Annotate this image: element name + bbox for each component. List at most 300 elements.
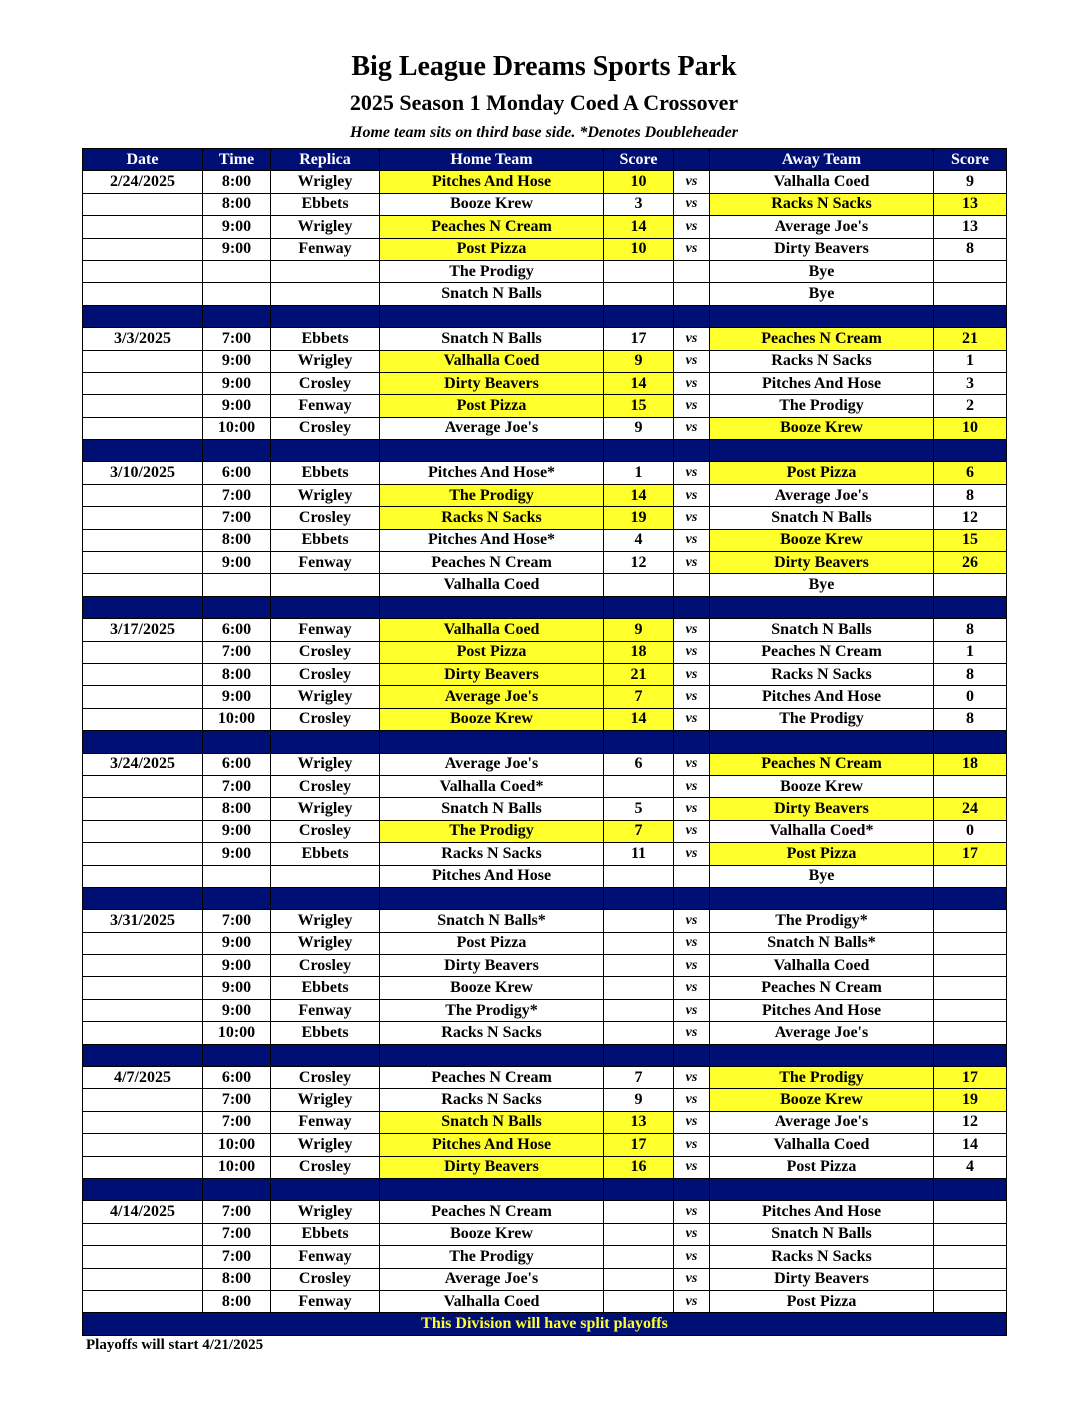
page-title: Big League Dreams Sports Park [351, 51, 737, 82]
home-team: Pitches And Hose [380, 865, 604, 887]
away-team: Dirty Beavers [710, 552, 934, 574]
away-team: Average Joe's [710, 1022, 934, 1044]
game-replica [271, 260, 380, 282]
vs-label: vs [674, 775, 710, 797]
home-team: Peaches N Cream [380, 1067, 604, 1089]
game-row [83, 350, 1007, 372]
separator-cell [380, 887, 604, 909]
vs-label: vs [674, 417, 710, 439]
away-team: The Prodigy [710, 1067, 934, 1089]
home-team: Racks N Sacks [380, 507, 604, 529]
home-score [604, 260, 674, 282]
separator-cell [380, 440, 604, 462]
game-replica: Wrigley [271, 1201, 380, 1223]
away-team: Post Pizza [710, 1156, 934, 1178]
home-team: Snatch N Balls [380, 1111, 604, 1133]
home-score [604, 977, 674, 999]
game-row [83, 216, 1007, 238]
separator-cell [674, 1178, 710, 1200]
home-team: Dirty Beavers [380, 955, 604, 977]
game-date [83, 955, 203, 977]
home-team: Dirty Beavers [380, 663, 604, 685]
game-replica: Crosley [271, 417, 380, 439]
game-replica: Ebbets [271, 328, 380, 350]
away-score: 8 [934, 484, 1007, 506]
away-score [934, 574, 1007, 596]
week-separator [83, 887, 1007, 909]
game-row [83, 507, 1007, 529]
home-team: Post Pizza [380, 238, 604, 260]
col-date: Date [83, 149, 203, 171]
home-team: Average Joe's [380, 1268, 604, 1290]
separator-cell [710, 1178, 934, 1200]
home-score: 14 [604, 216, 674, 238]
vs-label: vs [674, 999, 710, 1021]
vs-label: vs [674, 932, 710, 954]
game-time: 6:00 [203, 753, 271, 775]
home-team: The Prodigy [380, 260, 604, 282]
separator-cell [604, 305, 674, 327]
col-time: Time [203, 149, 271, 171]
home-score: 9 [604, 417, 674, 439]
game-replica: Wrigley [271, 1134, 380, 1156]
away-score: 1 [934, 350, 1007, 372]
home-score [604, 1290, 674, 1312]
separator-cell [710, 887, 934, 909]
week-separator [83, 1178, 1007, 1200]
game-row [83, 260, 1007, 282]
game-date [83, 843, 203, 865]
game-time [203, 260, 271, 282]
week-separator [83, 1044, 1007, 1066]
col-vs [674, 149, 710, 171]
game-time: 9:00 [203, 350, 271, 372]
home-score: 10 [604, 171, 674, 193]
game-replica: Fenway [271, 1246, 380, 1268]
game-date [83, 1156, 203, 1178]
game-date [83, 1246, 203, 1268]
away-team: Dirty Beavers [710, 238, 934, 260]
vs-label: vs [674, 1156, 710, 1178]
game-row [83, 977, 1007, 999]
vs-label: vs [674, 708, 710, 730]
game-time: 10:00 [203, 708, 271, 730]
game-date [83, 574, 203, 596]
separator-cell [604, 440, 674, 462]
away-score: 18 [934, 753, 1007, 775]
home-score [604, 955, 674, 977]
game-date [83, 798, 203, 820]
game-time [203, 865, 271, 887]
game-date [83, 1089, 203, 1111]
game-date [83, 350, 203, 372]
away-score: 8 [934, 619, 1007, 641]
away-team: Racks N Sacks [710, 1246, 934, 1268]
away-team: Snatch N Balls [710, 619, 934, 641]
away-score: 19 [934, 1089, 1007, 1111]
game-replica [271, 283, 380, 305]
game-time [203, 574, 271, 596]
separator-cell [203, 1044, 271, 1066]
col-away-score: Score [934, 149, 1007, 171]
game-row [83, 574, 1007, 596]
away-score: 26 [934, 552, 1007, 574]
home-team: Dirty Beavers [380, 372, 604, 394]
separator-cell [674, 731, 710, 753]
away-score: 8 [934, 238, 1007, 260]
vs-label: vs [674, 507, 710, 529]
game-replica: Wrigley [271, 171, 380, 193]
game-replica: Crosley [271, 1067, 380, 1089]
away-team: Valhalla Coed* [710, 820, 934, 842]
separator-cell [271, 1178, 380, 1200]
home-team: Pitches And Hose* [380, 462, 604, 484]
away-team: Bye [710, 574, 934, 596]
separator-cell [203, 440, 271, 462]
vs-label: vs [674, 955, 710, 977]
game-replica: Fenway [271, 999, 380, 1021]
home-score: 10 [604, 238, 674, 260]
away-score: 0 [934, 686, 1007, 708]
away-team: Snatch N Balls* [710, 932, 934, 954]
game-time: 7:00 [203, 1089, 271, 1111]
game-replica [271, 574, 380, 596]
home-score [604, 283, 674, 305]
game-replica: Crosley [271, 775, 380, 797]
separator-cell [710, 731, 934, 753]
separator-cell [674, 596, 710, 618]
away-score: 12 [934, 1111, 1007, 1133]
away-team: Post Pizza [710, 1290, 934, 1312]
col-replica: Replica [271, 149, 380, 171]
away-score [934, 1022, 1007, 1044]
game-date: 4/14/2025 [83, 1201, 203, 1223]
away-score: 17 [934, 1067, 1007, 1089]
home-team: Racks N Sacks [380, 1089, 604, 1111]
game-date [83, 193, 203, 215]
vs-label: vs [674, 1089, 710, 1111]
game-replica: Ebbets [271, 462, 380, 484]
home-score [604, 775, 674, 797]
game-date: 4/7/2025 [83, 1067, 203, 1089]
away-team: Racks N Sacks [710, 350, 934, 372]
separator-cell [380, 596, 604, 618]
game-replica: Ebbets [271, 193, 380, 215]
game-replica [271, 865, 380, 887]
vs-label: vs [674, 1223, 710, 1245]
game-replica: Wrigley [271, 216, 380, 238]
home-score: 5 [604, 798, 674, 820]
separator-cell [604, 887, 674, 909]
away-score [934, 865, 1007, 887]
col-home-team: Home Team [380, 149, 604, 171]
game-time: 9:00 [203, 932, 271, 954]
game-time: 9:00 [203, 999, 271, 1021]
away-team: Pitches And Hose [710, 372, 934, 394]
home-team: Racks N Sacks [380, 1022, 604, 1044]
home-team: Average Joe's [380, 417, 604, 439]
game-replica: Crosley [271, 708, 380, 730]
separator-cell [934, 305, 1007, 327]
game-date [83, 1290, 203, 1312]
home-team: Peaches N Cream [380, 552, 604, 574]
vs-cell [674, 283, 710, 305]
away-team: Valhalla Coed [710, 1134, 934, 1156]
game-row [83, 552, 1007, 574]
game-replica: Wrigley [271, 1089, 380, 1111]
home-score: 7 [604, 820, 674, 842]
game-date [83, 1268, 203, 1290]
home-score: 6 [604, 753, 674, 775]
home-score [604, 1223, 674, 1245]
game-date [83, 708, 203, 730]
home-score: 12 [604, 552, 674, 574]
home-team: Valhalla Coed [380, 350, 604, 372]
away-score [934, 283, 1007, 305]
home-score: 7 [604, 686, 674, 708]
away-score [934, 999, 1007, 1021]
separator-cell [83, 596, 203, 618]
separator-cell [380, 1178, 604, 1200]
game-date [83, 999, 203, 1021]
separator-cell [203, 887, 271, 909]
vs-cell [674, 865, 710, 887]
separator-cell [604, 1178, 674, 1200]
game-time: 9:00 [203, 686, 271, 708]
game-row [83, 238, 1007, 260]
away-score [934, 260, 1007, 282]
home-score [604, 865, 674, 887]
vs-label: vs [674, 372, 710, 394]
away-score: 6 [934, 462, 1007, 484]
away-team: Booze Krew [710, 775, 934, 797]
game-time: 7:00 [203, 1246, 271, 1268]
game-replica: Fenway [271, 552, 380, 574]
separator-cell [380, 731, 604, 753]
home-team: Racks N Sacks [380, 843, 604, 865]
away-score: 15 [934, 529, 1007, 551]
game-replica: Ebbets [271, 529, 380, 551]
game-replica: Wrigley [271, 798, 380, 820]
home-team: Snatch N Balls [380, 328, 604, 350]
home-score: 7 [604, 1067, 674, 1089]
home-team: Snatch N Balls [380, 283, 604, 305]
vs-label: vs [674, 462, 710, 484]
vs-label: vs [674, 1022, 710, 1044]
game-replica: Ebbets [271, 1022, 380, 1044]
game-replica: Crosley [271, 507, 380, 529]
home-team: Peaches N Cream [380, 216, 604, 238]
separator-cell [380, 1044, 604, 1066]
vs-label: vs [674, 395, 710, 417]
home-team: Booze Krew [380, 977, 604, 999]
vs-label: vs [674, 977, 710, 999]
game-time: 10:00 [203, 417, 271, 439]
away-team: Peaches N Cream [710, 977, 934, 999]
home-score: 17 [604, 328, 674, 350]
separator-cell [203, 596, 271, 618]
away-team: Average Joe's [710, 484, 934, 506]
away-team: Booze Krew [710, 529, 934, 551]
home-score [604, 910, 674, 932]
away-team: Dirty Beavers [710, 798, 934, 820]
game-time: 6:00 [203, 1067, 271, 1089]
game-date [83, 977, 203, 999]
home-team: Peaches N Cream [380, 1201, 604, 1223]
game-time: 9:00 [203, 216, 271, 238]
away-score [934, 932, 1007, 954]
game-time: 6:00 [203, 619, 271, 641]
home-score: 9 [604, 1089, 674, 1111]
week-separator [83, 440, 1007, 462]
away-score: 8 [934, 708, 1007, 730]
game-row [83, 1201, 1007, 1223]
game-time: 8:00 [203, 798, 271, 820]
vs-cell [674, 260, 710, 282]
game-row [83, 283, 1007, 305]
game-replica: Fenway [271, 238, 380, 260]
away-score: 9 [934, 171, 1007, 193]
home-score [604, 1201, 674, 1223]
home-score: 9 [604, 350, 674, 372]
home-score: 18 [604, 641, 674, 663]
game-date [83, 1022, 203, 1044]
vs-cell [674, 574, 710, 596]
separator-cell [674, 887, 710, 909]
home-team: The Prodigy [380, 484, 604, 506]
game-row [83, 753, 1007, 775]
home-team: The Prodigy [380, 820, 604, 842]
schedule-table [82, 148, 1007, 1336]
home-score: 14 [604, 372, 674, 394]
vs-label: vs [674, 910, 710, 932]
game-row [83, 1223, 1007, 1245]
game-replica: Fenway [271, 1290, 380, 1312]
game-row [83, 708, 1007, 730]
away-score: 2 [934, 395, 1007, 417]
away-score [934, 955, 1007, 977]
game-row [83, 417, 1007, 439]
game-time: 9:00 [203, 395, 271, 417]
game-row [83, 529, 1007, 551]
home-score: 11 [604, 843, 674, 865]
game-replica: Wrigley [271, 910, 380, 932]
home-team: Post Pizza [380, 395, 604, 417]
away-score [934, 1268, 1007, 1290]
game-date: 3/31/2025 [83, 910, 203, 932]
game-row [83, 395, 1007, 417]
game-row [83, 663, 1007, 685]
vs-label: vs [674, 193, 710, 215]
vs-label: vs [674, 484, 710, 506]
home-score [604, 1022, 674, 1044]
game-date [83, 775, 203, 797]
home-team: Valhalla Coed [380, 1290, 604, 1312]
schedule-body [83, 171, 1007, 1335]
home-team: Average Joe's [380, 753, 604, 775]
away-team: Bye [710, 283, 934, 305]
game-replica: Wrigley [271, 350, 380, 372]
away-score: 1 [934, 641, 1007, 663]
game-replica: Ebbets [271, 1223, 380, 1245]
separator-cell [83, 731, 203, 753]
page-subtitle: 2025 Season 1 Monday Coed A Crossover [349, 90, 739, 115]
away-score: 24 [934, 798, 1007, 820]
home-score [604, 932, 674, 954]
game-date [83, 260, 203, 282]
game-date [83, 395, 203, 417]
vs-label: vs [674, 1268, 710, 1290]
game-date [83, 820, 203, 842]
away-team: Peaches N Cream [710, 641, 934, 663]
col-home-score: Score [604, 149, 674, 171]
game-time: 7:00 [203, 1223, 271, 1245]
home-score: 9 [604, 619, 674, 641]
away-score [934, 775, 1007, 797]
game-time [203, 283, 271, 305]
away-team: Dirty Beavers [710, 1268, 934, 1290]
col-away-team: Away Team [710, 149, 934, 171]
game-time: 8:00 [203, 193, 271, 215]
week-separator [83, 731, 1007, 753]
game-row [83, 641, 1007, 663]
game-row [83, 1089, 1007, 1111]
game-date: 2/24/2025 [83, 171, 203, 193]
home-score: 14 [604, 708, 674, 730]
home-team: Snatch N Balls [380, 798, 604, 820]
game-replica: Wrigley [271, 932, 380, 954]
away-team: The Prodigy [710, 395, 934, 417]
away-score: 13 [934, 216, 1007, 238]
away-score: 0 [934, 820, 1007, 842]
game-time: 9:00 [203, 820, 271, 842]
home-score: 16 [604, 1156, 674, 1178]
game-row [83, 910, 1007, 932]
game-row [83, 619, 1007, 641]
home-score [604, 1246, 674, 1268]
vs-label: vs [674, 798, 710, 820]
vs-label: vs [674, 843, 710, 865]
home-team: Post Pizza [380, 932, 604, 954]
vs-label: vs [674, 529, 710, 551]
game-date [83, 507, 203, 529]
game-date [83, 932, 203, 954]
separator-cell [710, 596, 934, 618]
game-replica: Crosley [271, 1156, 380, 1178]
away-score: 13 [934, 193, 1007, 215]
game-time: 9:00 [203, 955, 271, 977]
separator-cell [934, 596, 1007, 618]
game-row [83, 484, 1007, 506]
away-score [934, 1201, 1007, 1223]
game-time: 8:00 [203, 529, 271, 551]
home-score [604, 574, 674, 596]
vs-label: vs [674, 820, 710, 842]
game-time: 9:00 [203, 238, 271, 260]
away-score [934, 1223, 1007, 1245]
vs-label: vs [674, 238, 710, 260]
separator-cell [934, 440, 1007, 462]
game-time: 7:00 [203, 910, 271, 932]
home-score: 4 [604, 529, 674, 551]
game-time: 7:00 [203, 328, 271, 350]
home-score [604, 1268, 674, 1290]
vs-label: vs [674, 1111, 710, 1133]
away-team: Booze Krew [710, 417, 934, 439]
home-team: Pitches And Hose* [380, 529, 604, 551]
game-row [83, 372, 1007, 394]
away-team: Booze Krew [710, 1089, 934, 1111]
